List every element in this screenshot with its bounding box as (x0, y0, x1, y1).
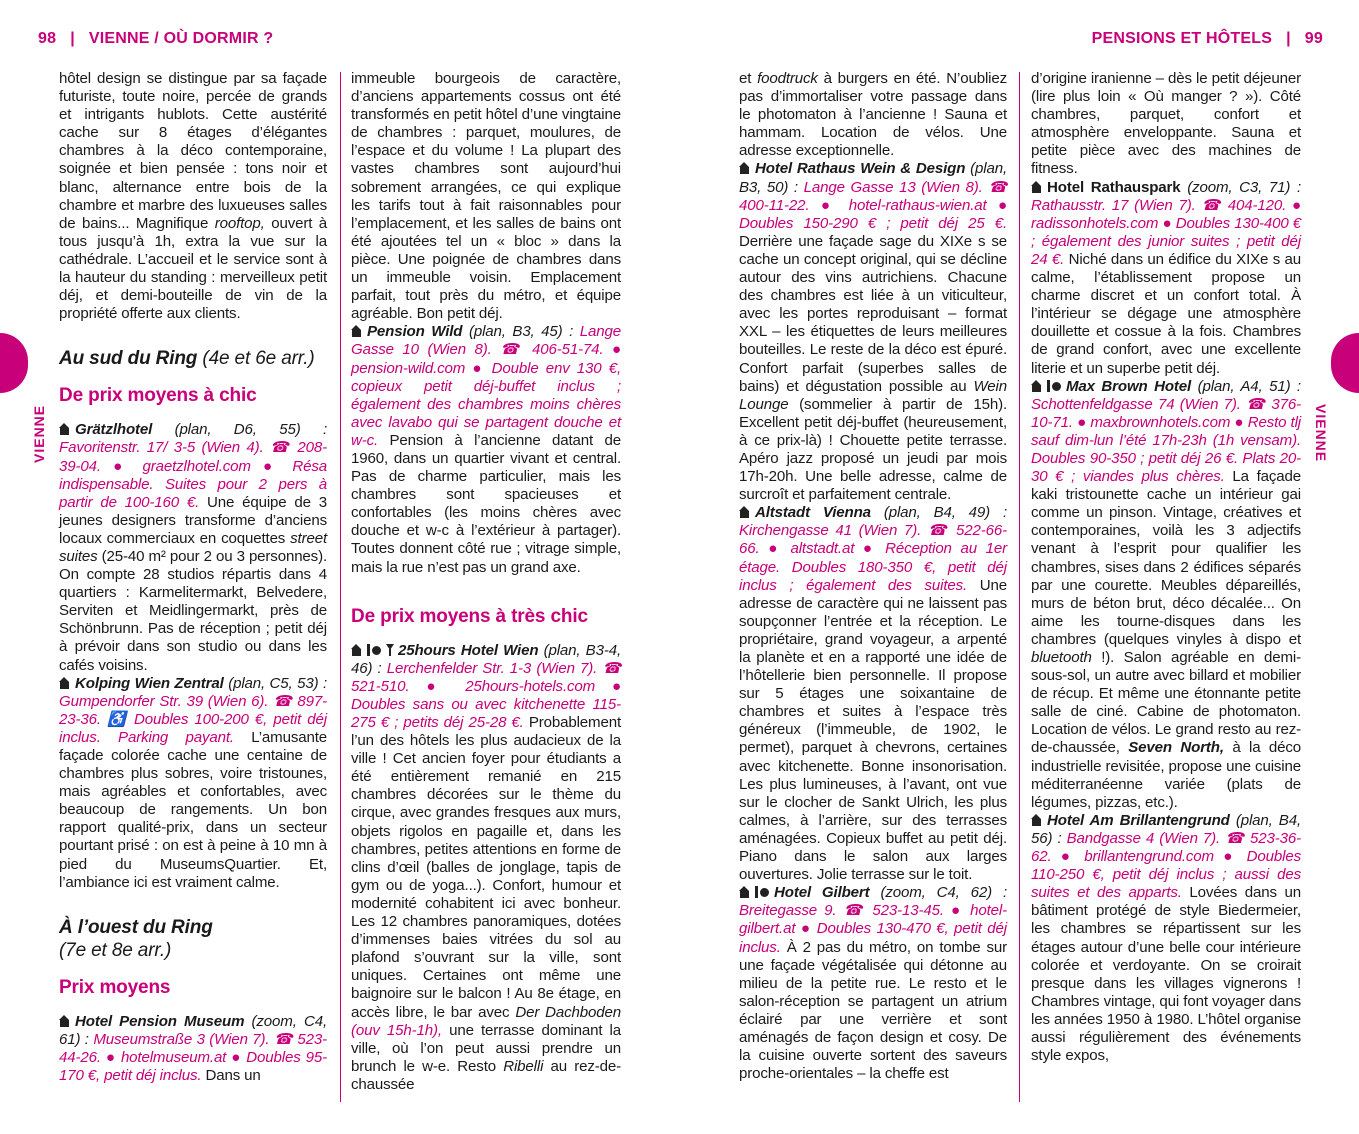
hotel-entry: Kolping Wien Zentral (plan, C5, 53) : Gumpendorfer Str. 39 (Wien 6). ☎ 897-23-36. ♿ Doubles 100-200 €, petit déj inclus. Parking payant. L’amusante façade colorée cache une centaine de chambres plus sobres, voire tristounes, mais agréables et confortables, avec beaucoup de rangements. Un bon rapport qualité-prix, dans un secteur pourtant prisé : on est à peine à 10 mn à pied du MuseumsQuartier. Et, l’ambiance ici est vraiment calme. (59, 674, 327, 891)
house-icon (351, 644, 362, 656)
left-page-column-2 (351, 70, 621, 1094)
column-rule (340, 72, 341, 1102)
left-side-label: VIENNE (31, 404, 47, 463)
hotel-info: Museumstraße 3 (Wien 7). ☎ 523-44-26. ● hotelmuseum.at ● Doubles 95-170 €, petit déj inclus. (59, 1030, 327, 1085)
hotel-entry: Hotel Rathaus Wein & Design (plan, B3, 50) : Lange Gasse 13 (Wien 8). ☎ 400-11-22. ● hotel-rathaus-wien.at ● Doubles 150-290 € ; petit déj 25 €. Derrière une façade sage du XIXe s se cache un concept original, qui se décline autour des vins autrichiens. Chacune des chambres est liée à un viticulteur, avec les portes reproduisant – format XXL – les étiquettes de leurs meilleures bouteilles. Le reste de la déco est épuré. Confort parfait (superbes salles de bains) et dégustation possible au Wein Lounge (sommelier à partir de 15h). Excellent petit déj-buffet (heureusement, à ce prix-là) ! Chouette petite terrasse. Apéro jazz proposé un jeudi par mois 17h-20h. Une belle adresse, calme de surcroît et parfaitement centrale. (739, 160, 1007, 504)
hotel-entry: Hotel Pension Museum (zoom, C4, 61) : Museumstraße 3 (Wien 7). ☎ 523-44-26. ● hotelmuseum.at ● Doubles 95-170 €, petit déj inclus. Dans un (59, 1012, 327, 1085)
hotel-entry: Altstadt Vienna (plan, B4, 49) : Kirchengasse 41 (Wien 7). ☎ 522-66-66. ● altstadt.at ● Réception au 1er étage. Doubles 180-350 €, petit déj inclus ; également des suites. Une adresse de caractère qui ne laissent pas soupçonner l’entrée et la réception. Le propriétaire, grand voyageur, a arpenté la planète et en a rapporté une idée de l’hôtellerie bien personnelle. Il propose sur 5 étages une soixantaine de chambres et suites à l’espace très généreux (l’immeuble, de 1902, le permet), parquet à chevrons, certaines avec kitchenette. Bonne insonorisation. Les plus lumineuses, à l’avant, ont vue sur le clocher de Sankt Ulrich, les plus calmes, à l’arrière, sur des terrasses aménagées. Copieux buffet au petit déj. Piano dans le salon aux larges ouvertures. Jolie terrasse sur le toit. (739, 504, 1007, 884)
price-category-title: Prix moyens (59, 976, 171, 998)
house-icon (59, 677, 70, 689)
house-icon (59, 423, 70, 435)
price-category-title: De prix moyens à chic (59, 385, 257, 407)
hotel-info: Lerchenfelder Str. 1-3 (Wien 7). ☎ 521-510. ● 25hours-hotels.com ● Doubles sans ou avec kitchenette 115-275 € ; petits déj 25-28 €. (351, 659, 622, 731)
hotel-info: Favoritenstr. 17/ 3-5 (Wien 4). ☎ 208-39-04. ● graetzlhotel.com ● Résa indispensable. Suites pour 2 pers à partir de 100-160 €. (59, 439, 327, 511)
hotel-info: Kirchengasse 41 (Wien 7). ☎ 522-66-66. ● altstadt.at ● Réception au 1er étage. Doubles 180-350 €, petit déj inclus ; également des suites. (739, 522, 1007, 594)
hotel-info: Lange Gasse 13 (Wien 8). ☎ 400-11-22. ● hotel-rathaus-wien.at ● Doubles 150-290 € ; petit déj 25 €. (739, 178, 1007, 232)
left-page-header (38, 30, 273, 48)
subsection-title: À l’ouest du Ring (7e et 8e arr.) (59, 916, 213, 961)
hotel-name: Hotel Gilbert (774, 884, 870, 902)
hotel-name: 25hours Hotel Wien (398, 641, 539, 659)
hotel-name: Kolping Wien Zentral (75, 674, 224, 692)
hotel-entry: Hotel Am Brillantengrund (plan, B4, 56) : Bandgasse 4 (Wien 7). ☎ 523-36-62. ● brillantengrund.com ● Doubles 110-250 €, petit déj inclus ; aussi des suites et des apparts. Lovées dans un bâtiment protégé de style Biedermeier, les chambres se répartissent sur les étages autour d’une belle cour intérieure colorée et verdoyante. On se croirait presque dans les villages vignerons ! Chambres vintage, qui font voyager dans les années 1950 à 1980. L’hôtel organise aussi régulièrement des événements style expos, (1031, 811, 1302, 1065)
hotel-name: Altstadt Vienna (755, 504, 871, 522)
hotel-name: Pension Wild (367, 323, 463, 341)
hotel-name: Grätzlhotel (75, 421, 153, 439)
hotel-name: Hotel Pension Museum (75, 1012, 245, 1030)
hotel-entry: Max Brown Hotel (plan, A4, 51) : Schottenfeldgasse 74 (Wien 7). ☎ 376-10-71. ● maxbrownhotels.com ● Resto tlj sauf dim-lun l’été 17h-23h (1h vensam). Doubles 90-350 ; petit déj 26 €. Plats 20-30 € ; viandes plus chères. La façade kaki tristounette cache un intérieur gai comme un pinson. Vintage, créatives et contemporaines, voilà les 3 adjectifs venant à l’esprit pour qualifier les chambres, sises dans 2 édifices séparés par une courette. Meubles dépareillés, murs de béton brut, déco décalée... On aime les tourne-disques dans les chambres (quelques vinyles à dispo et bluetooth !). Salon agréable en demi-sous-sol, un autre avec billard et mobilier de récup. Et même une étonnante petite salle de ciné. Cabine de photomaton. Location de vélos. Le grand resto au rez-de-chaussée, Seven North, à la déco industrielle revisitée, propose une cuisine méditerranéenne variée (plats de légumes, pizzas, etc.). (1031, 377, 1301, 811)
house-icon (1031, 814, 1042, 826)
hotel-name: Hotel Am Brillantengrund (1047, 811, 1230, 829)
right-page-header (1092, 30, 1323, 48)
hotel-info: Rathausstr. 17 (Wien 7). ☎ 404-120. ● radissonhotels.com ● Doubles 130-400 € ; également des junior suites ; petit déj 24 €. (1031, 196, 1301, 268)
restaurant-icon (755, 886, 770, 898)
house-icon (59, 1015, 70, 1027)
hotel-name: Hotel Rathauspark (1047, 178, 1181, 196)
hotel-entry: Grätzlhotel (plan, D6, 55) : Favoritenstr. 17/ 3-5 (Wien 4). ☎ 208-39-04. ● graetzlhotel.com ● Résa indispensable. Suites pour 2 pers à partir de 100-160 €. Une équipe de 3 jeunes designers transforme d’anciens locaux commerciaux en coquettes street suites (25-40 m² pour 2 ou 3 personnes). On compte 28 studios répartis dans 4 quartiers : Karmelitermarkt, Belvedere, Serviten et Meidlingermarkt, près de Schönbrunn. Pas de réception ; petit déj à prévoir dans son studio ou dans les cafés voisins. (59, 421, 327, 674)
paragraph: et foodtruck à burgers en été. N’oubliez pas d’immortaliser votre passage dans le photomaton à l’ancienne ! Sauna et hammam. Location de vélos. Une adresse exceptionnelle. (739, 70, 1007, 160)
hotel-entry: 25hours Hotel Wien (plan, B3-4, 46) : Lerchenfelder Str. 1-3 (Wien 7). ☎ 521-510. ● 25hours-hotels.com ● Doubles sans ou avec kitchenette 115-275 € ; petits déj 25-28 €. Probablement l’un des hôtels les plus audacieux de la ville ! Cet ancien foyer pour étudiants a été entièrement remanié en 215 chambres décorées sur le thème du cirque, avec grandes fresques aux murs, objets rigolos en pagaille et, dans les chambres, petites attentions en forme de clins d’œil (balles de jonglage, tapis de gym ou de yoga...). Confort, humour et modernité cohabitent ici avec bonheur. Les 12 chambres panoramiques, dotées d’immenses baies vitrées du sol au plafond s’ouvrant sur la ville, sont uniques. Certaines ont même une baignoire sur le balcon ! Au 8e étage, en accès libre, le bar avec Der Dachboden (ouv 15h-1h), une terrasse dominant la ville, où l’on peut aussi prendre un brunch le w-e. Resto Ribelli au rez-de-chaussée (351, 641, 622, 1093)
right-page-number: 99 (1304, 30, 1323, 47)
restaurant-icon (367, 644, 382, 656)
column-rule (1019, 72, 1020, 1102)
hotel-info: Breitegasse 9. ☎ 523-13-45. ● hotel-gilbert.at ● Doubles 130-470 €, petit déj inclus. (739, 902, 1007, 956)
left-running-title: VIENNE / OÙ DORMIR ? (88, 30, 274, 47)
hotel-info: Schottenfeldgasse 74 (Wien 7). ☎ 376-10-71. ● maxbrownhotels.com ● Resto tlj sauf dim-lun l’été 17h-23h (1h vensam). Doubles 90-350 ; petit déj 26 €. Plats 20-30 € ; viandes plus chères. (1031, 395, 1301, 486)
house-icon (351, 325, 362, 337)
hotel-name: Hotel Rathaus Wein & Design (755, 160, 966, 178)
hotel-info: Bandgasse 4 (Wien 7). ☎ 523-36-62. ● brillantengrund.com ● Doubles 110-250 €, petit déj inclus ; aussi des suites et des apparts. (1031, 829, 1302, 902)
house-icon (739, 162, 750, 174)
hotel-info: Lange Gasse 10 (Wien 8). ☎ 406-51-74. ● pension-wild.com ● Double env 130 €, copieux petit déj-buffet inclus ; également des chambres moins chères avec lavabo qui se partagent douche et w-c. (351, 323, 621, 449)
house-icon (739, 506, 750, 518)
bar-glass-icon (386, 644, 394, 656)
paragraph: hôtel design se distingue par sa façade futuriste, toute noire, percée de grands et intrigants hublots. Cette austérité cache sur 8 étages d’élégantes chambres à la déco contemporaine, soignée et bien pensée : tons noir et blanc, alternance entre bois de la chambre et marbre des luxueuses salles de bains... Magnifique rooftop, ouvert à tous jusqu’à 1h, extra la vue sur la cathédrale. L’accueil et le service sont à la hauteur du standing : merveilleux petit déj, et demi-bouteille de vin de la propriété offerte aux clients. (59, 70, 327, 323)
right-page-column-2 (1031, 70, 1301, 1065)
hotel-entry: Hotel Gilbert (zoom, C4, 62) : Breitegasse 9. ☎ 523-13-45. ● hotel-gilbert.at ● Doubles 130-470 €, petit déj inclus. À 2 pas du métro, on tombe sur une façade végétalisée qui détonne au milieu de la petite rue. Le resto et le salon-réception se partagent un atrium éclairé par une verrière et sont aménagés de façon design et cosy. De la cuisine ouverte sortent des saveurs proche-orientales – la cheffe est (739, 884, 1007, 1083)
paragraph: immeuble bourgeois de caractère, d’anciens appartements cossus ont été transformés en petit hôtel d’une vingtaine de chambres : parquet, moulures, de l’espace et du volume ! La plupart des vastes chambres sont aujourd’hui sobrement arrangées, ce qui explique les tarifs tout à fait raisonnables pour l’emplacement, et les salles de bains ont été ajoutées tel un « bloc » dans la pièce. Une poignée de chambres dans un immeuble voisin. Emplacement parfait, tout près du métro, et équipe agréable. Bon petit déj. (351, 70, 621, 323)
hotel-entry: Hotel Rathauspark (zoom, C3, 71) : Rathausstr. 17 (Wien 7). ☎ 404-120. ● radissonhotels.com ● Doubles 130-400 € ; également des junior suites ; petit déj 24 €. Niché dans un édifice du XIXe s au calme, l’établissement propose un charme discret et un confort total. À l’intérieur se dégage une atmosphère douillette et cossue à la fois. Chambres de grand confort, avec une excellente literie et un superbe petit déj. (1031, 178, 1301, 377)
right-running-title: PENSIONS ET HÔTELS (1091, 30, 1273, 47)
right-page-column-1 (739, 70, 1007, 1083)
price-category-title: De prix moyens à très chic (351, 605, 588, 627)
house-icon (1031, 380, 1042, 392)
paragraph: d’origine iranienne – dès le petit déjeuner (lire plus loin « Où manger ? »). Côté chambres, parquet, confort et atmosphère enveloppante. Sauna et petite pièce avec des machines de fitness. (1031, 70, 1301, 178)
hotel-entry: Pension Wild (plan, B3, 45) : Lange Gasse 10 (Wien 8). ☎ 406-51-74. ● pension-wild.com ● Double env 130 €, copieux petit déj-buffet inclus ; également des chambres moins chères avec lavabo qui se partagent douche et w-c. Pension à l’ancienne datant de 1960, dans un quartier vivant et central. Pas de charme particulier, mais les chambres sont spacieuses et confortables (les moins chères avec douche et w-c à l’extérieur à partager). Toutes donnent côté rue ; vitrage simple, mais la rue n’est pas un grand axe. (351, 323, 621, 576)
house-icon (1031, 181, 1042, 193)
right-side-label: VIENNE (1313, 404, 1329, 463)
left-page-column-1 (59, 70, 327, 1085)
header-separator: | (70, 30, 75, 47)
restaurant-icon (1047, 380, 1062, 392)
hotel-name: Max Brown Hotel (1066, 377, 1192, 395)
right-thumb-tab (1331, 333, 1359, 393)
hotel-info: Gumpendorfer Str. 39 (Wien 6). ☎ 897-23-36. ♿ Doubles 100-200 €, petit déj inclus. Parking payant. (59, 692, 327, 746)
header-separator: | (1286, 30, 1291, 47)
left-page-number: 98 (38, 30, 57, 47)
house-icon (739, 886, 750, 898)
subsection-title: Au sud du Ring (4e et 6e arr.) (59, 348, 315, 370)
left-thumb-tab (0, 333, 28, 393)
